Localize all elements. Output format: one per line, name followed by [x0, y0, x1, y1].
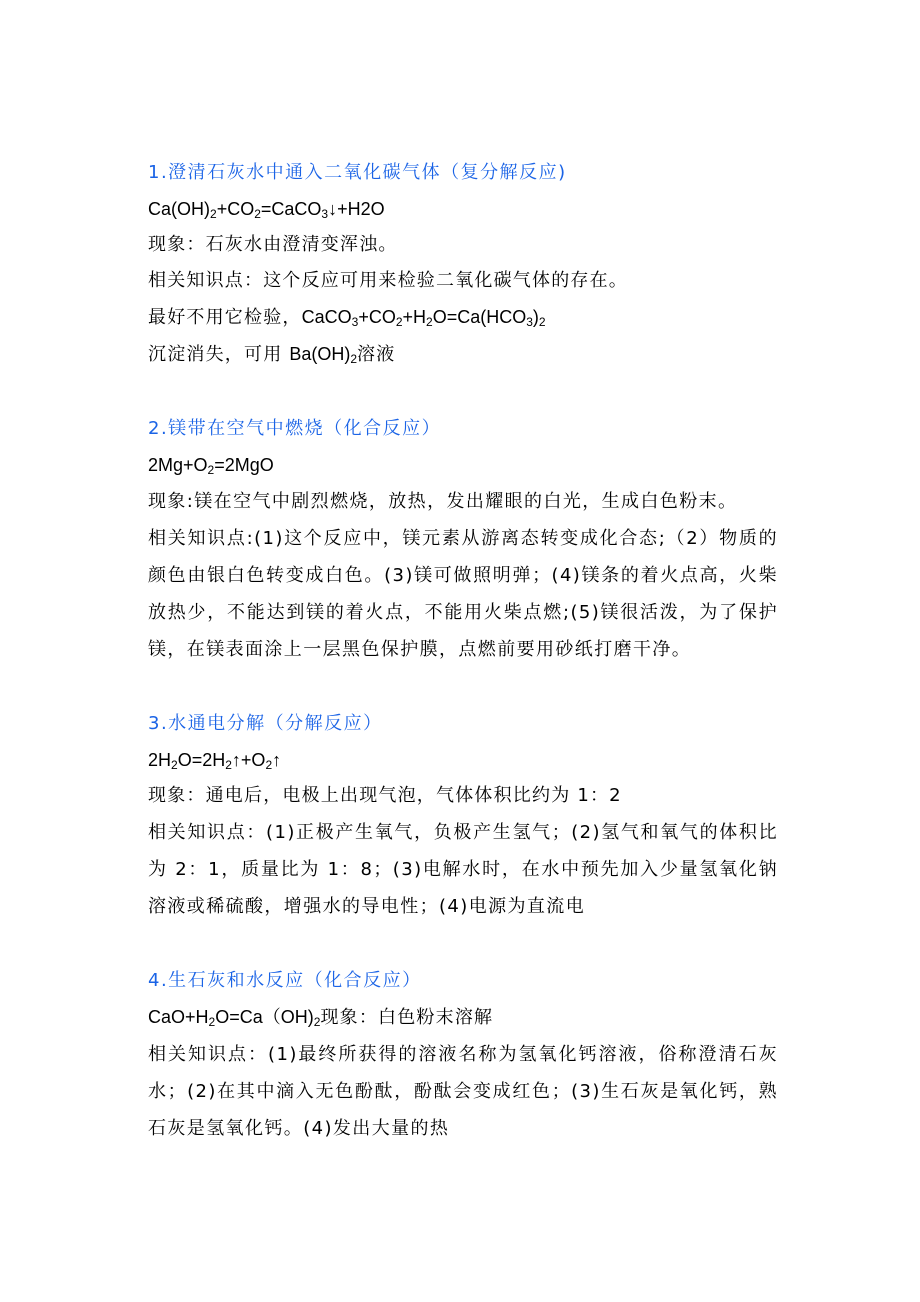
knowledge-text: 相关知识点：(1)正极产生氧气，负极产生氢气；(2)氢气和氧气的体积比为 2：1，质量比为 1：8；(3)电解水时，在水中预先加入少量氢氧化钠溶液或稀硫酸，增强水的导电性；(4)电源为直流电	[148, 822, 778, 917]
phenomenon-text: 现象:镁在空气中剧烈燃烧，放热，发出耀眼的白光，生成白色粉末。	[148, 491, 738, 512]
chemical-equation: $Ca(OH)_2+CO_2=CaCO_3↓+H2O$	[148, 199, 385, 221]
chemical-equation: $2Mg+O_2=2MgO$	[148, 455, 274, 477]
section-3	[148, 706, 778, 925]
section-4	[148, 963, 778, 1147]
note-text: 最好不用它检验，$CaCO_3+CO_2+H_2O=Ca(HCO_3)_2$	[148, 307, 546, 329]
section-heading: 1.澄清石灰水中通入二氧化碳气体（复分解反应)	[148, 162, 567, 183]
knowledge-text: 相关知识点：(1)最终所获得的溶液名称为氢氧化钙溶液，俗称澄清石灰水；(2)在其中滴入无色酚酞，酚酞会变成红色；(3)生石灰是氧化钙，熟石灰是氢氧化钙。(4)发出大量的热	[148, 1044, 778, 1139]
section-heading: 3.水通电分解（分解反应）	[148, 713, 383, 734]
chemical-equation: $2H_2O=2H_2↑+O_2↑$	[148, 750, 282, 772]
section-heading: 4.生石灰和水反应（化合反应）	[148, 970, 422, 991]
note-text: 沉淀消失，可用 $Ba(OH)_2$溶液	[148, 344, 396, 366]
section-1	[148, 155, 778, 373]
chemical-equation: $CaO+H_2O=Ca(OH)_2$现象：白色粉末溶解	[148, 1007, 494, 1029]
phenomenon-text: 现象：石灰水由澄清变浑浊。	[148, 234, 398, 255]
knowledge-text: 相关知识点:(1)这个反应中，镁元素从游离态转变成化合态;（2）物质的颜色由银白色转变成白色。(3)镁可做照明弹；(4)镁条的着火点高，火柴放热少，不能达到镁的着火点，不能用火柴点燃;(5)镁很活泼，为了保护镁，在镁表面涂上一层黑色保护膜，点燃前要用砂纸打磨干净。	[148, 528, 778, 660]
knowledge-text: 相关知识点：这个反应可用来检验二氧化碳气体的存在。	[148, 270, 628, 291]
section-2	[148, 411, 778, 668]
document-page	[148, 155, 778, 1185]
phenomenon-text: 现象：通电后，电极上出现气泡，气体体积比约为 1：2	[148, 785, 622, 806]
section-heading: 2.镁带在空气中燃烧（化合反应）	[148, 418, 442, 439]
